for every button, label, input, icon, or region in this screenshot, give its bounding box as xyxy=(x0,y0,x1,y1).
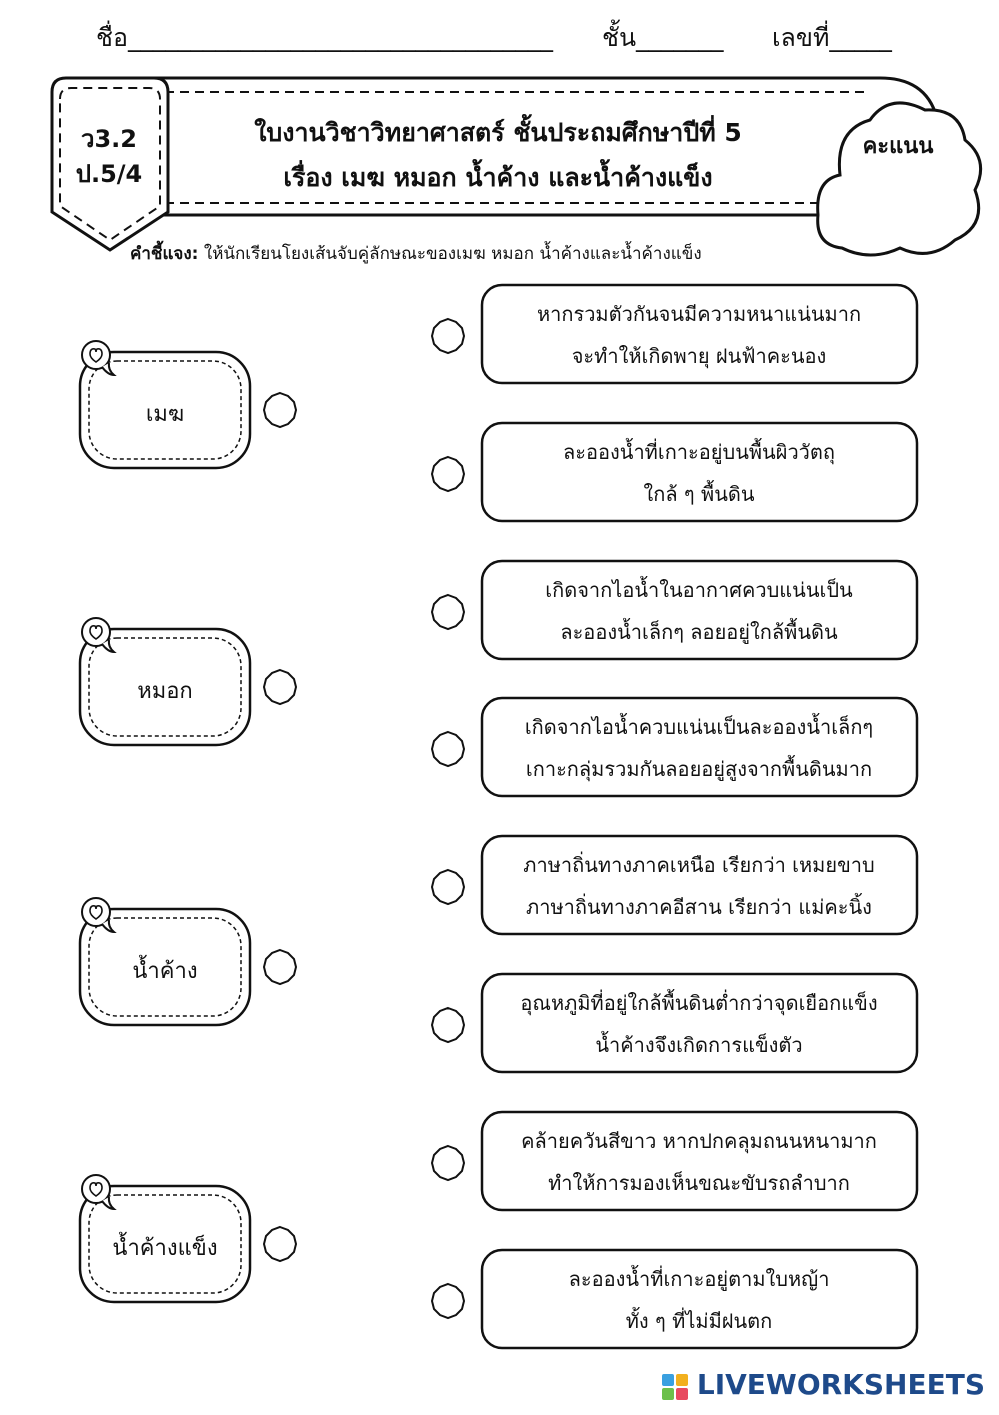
description-dot-7[interactable] xyxy=(432,1146,464,1180)
description-line: ทำให้การมองเห็นขณะขับรถลำบาก xyxy=(548,1171,850,1195)
term-label: หมอก xyxy=(137,679,193,704)
instruction-text: ให้นักเรียนโยงเส้นจับคู่ลักษณะของเมฆ หมอก น้ำค้างและน้ำค้างแข็ง xyxy=(198,244,702,264)
class-field[interactable]: ชั้น_______ xyxy=(602,23,724,52)
term-dot-4[interactable] xyxy=(264,1227,296,1261)
description-dot-6[interactable] xyxy=(432,1008,464,1042)
description-dot-1[interactable] xyxy=(432,319,464,353)
score-label: คะแนน xyxy=(862,134,934,159)
description-line: เกาะกลุ่มรวมกันลอยอยู่สูงจากพื้นดินมาก xyxy=(525,757,873,781)
description-line: ละอองน้ำเล็กๆ ลอยอยู่ใกล้พื้นดิน xyxy=(560,620,838,644)
term-dot-1[interactable] xyxy=(264,393,296,427)
liveworksheets-logo[interactable] xyxy=(697,1368,985,1401)
description-dot-2[interactable] xyxy=(432,457,464,491)
term-label: เมฆ xyxy=(145,402,185,427)
description-line: ทั้ง ๆ ที่ไม่มีฝนตก xyxy=(625,1309,773,1333)
description-line: น้ำค้างจึงเกิดการแข็งตัว xyxy=(595,1033,803,1057)
indicator-code: ป.5/4 xyxy=(75,160,143,188)
description-line: เกิดจากไอน้ำในอากาศควบแน่นเป็น xyxy=(545,578,853,602)
description-dot-8[interactable] xyxy=(432,1284,464,1318)
description-line: คล้ายควันสีขาว หากปกคลุมถนนหนามาก xyxy=(521,1129,877,1153)
term-label: น้ำค้าง xyxy=(132,959,198,984)
description-line: เกิดจากไอน้ำควบแน่นเป็นละอองน้ำเล็กๆ xyxy=(524,715,874,739)
description-text-6 xyxy=(482,982,916,1066)
description-dot-5[interactable] xyxy=(432,870,464,904)
description-text-5 xyxy=(482,844,916,928)
description-line: จะทำให้เกิดพายุ ฝนฟ้าคะนอง xyxy=(571,344,827,368)
description-line: ใกล้ ๆ พื้นดิน xyxy=(643,482,755,506)
description-dot-4[interactable] xyxy=(432,732,464,766)
number-field[interactable]: เลขที่_____ xyxy=(772,23,892,52)
liveworksheets-logo-text: LIVEWORKSHEETS xyxy=(696,1368,985,1401)
description-line: ภาษาถิ่นทางภาคเหนือ เรียกว่า เหมยขาบ xyxy=(523,853,875,877)
term-label: น้ำค้างแข็ง xyxy=(112,1236,218,1261)
description-line: ภาษาถิ่นทางภาคอีสาน เรียกว่า แม่คะนิ้ง xyxy=(526,895,872,919)
description-text-1 xyxy=(482,293,916,377)
description-text-8 xyxy=(482,1258,916,1342)
liveworksheets-logo-icon xyxy=(661,1373,689,1401)
description-line: ละอองน้ำที่เกาะอยู่ตามใบหญ้า xyxy=(568,1267,830,1291)
description-dot-3[interactable] xyxy=(432,595,464,629)
page-subtitle: เรื่อง เมฆ หมอก น้ำค้าง และน้ำค้างแข็ง xyxy=(283,163,713,192)
name-field[interactable]: ชื่อ__________________________________ xyxy=(96,23,553,52)
subject-code: ว3.2 xyxy=(81,125,137,153)
description-text-7 xyxy=(482,1120,916,1204)
instruction-label: คำชี้แจง: xyxy=(130,244,199,264)
description-text-2 xyxy=(482,431,916,515)
description-line: ละอองน้ำที่เกาะอยู่บนพื้นผิววัตถุ xyxy=(562,440,836,464)
description-text-4 xyxy=(482,706,916,790)
description-line: อุณหภูมิที่อยู่ใกล้พื้นดินต่ำกว่าจุดเยือกแข็ง xyxy=(520,991,878,1015)
description-line: หากรวมตัวกันจนมีความหนาแน่นมาก xyxy=(536,302,862,326)
term-dot-3[interactable] xyxy=(264,950,296,984)
description-text-3 xyxy=(482,569,916,653)
term-dot-2[interactable] xyxy=(264,670,296,704)
page-title: ใบงานวิชาวิทยาศาสตร์ ชั้นประถมศึกษาปีที่ 5 xyxy=(254,118,742,147)
